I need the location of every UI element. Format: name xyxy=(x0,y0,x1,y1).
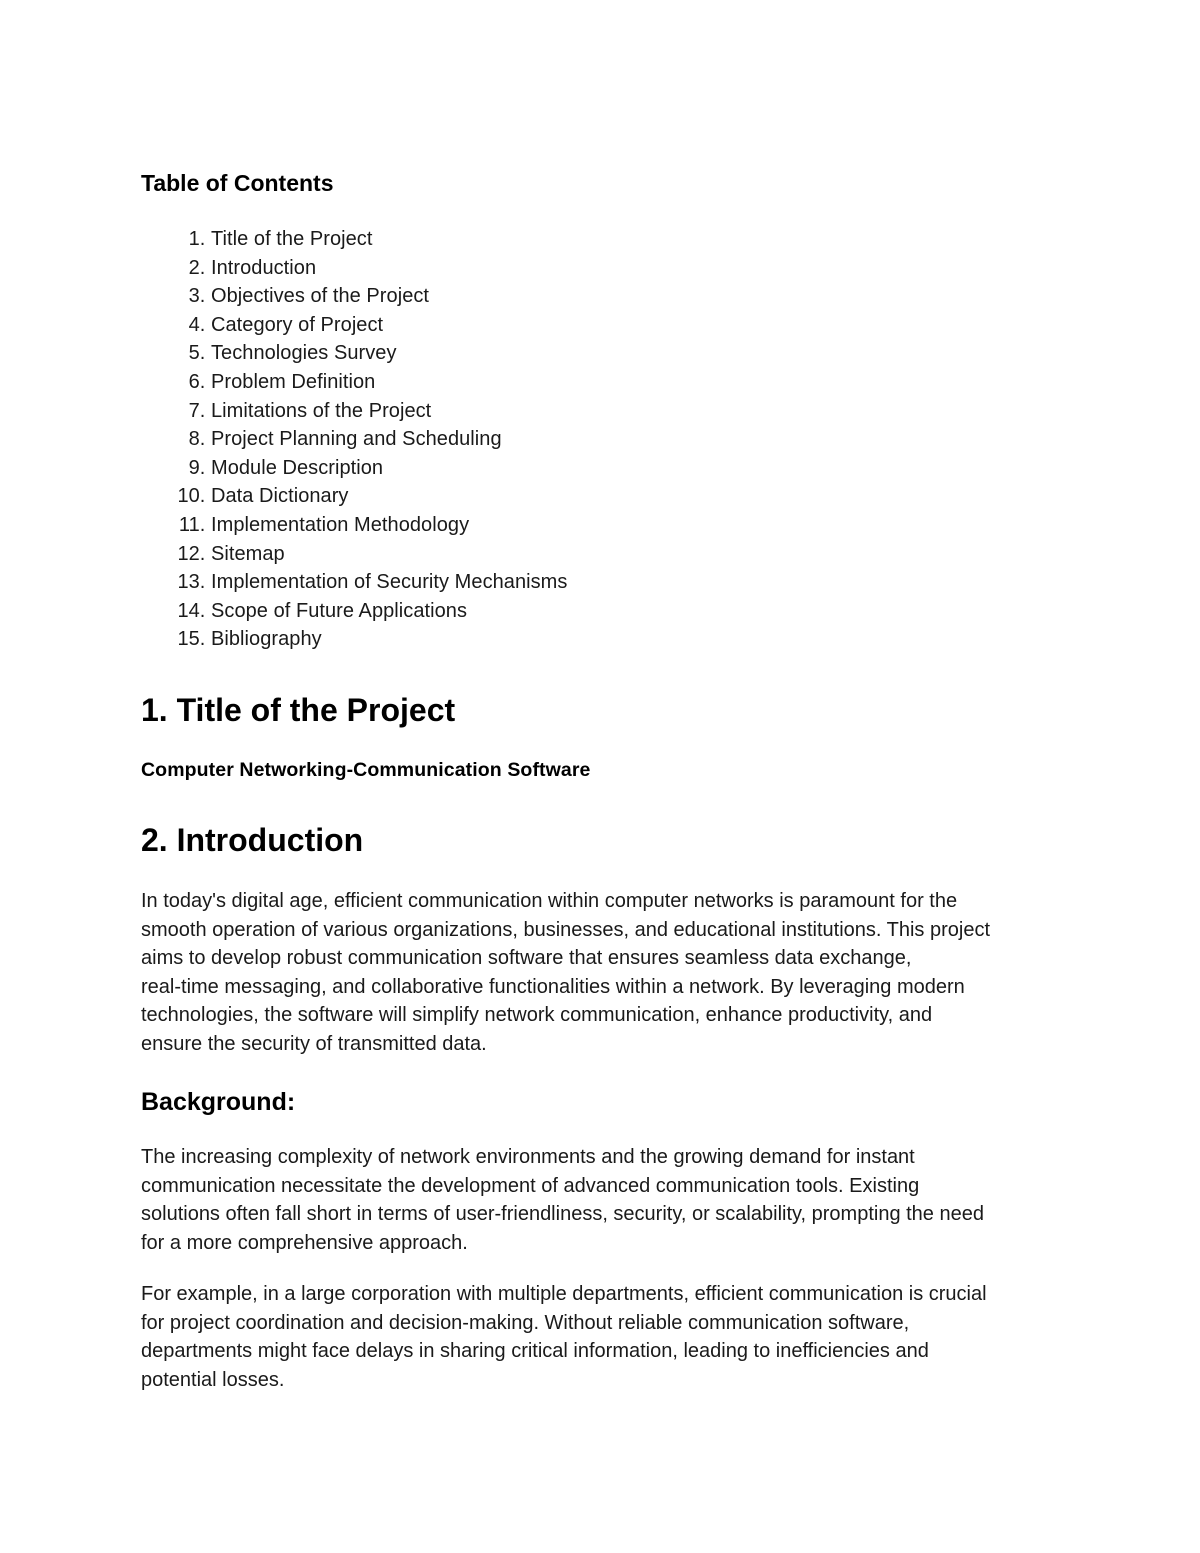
introduction-paragraph xyxy=(141,887,1071,1058)
toc-item-label: Bibliography xyxy=(211,628,322,651)
paragraph-line: For example, in a large corporation with multiple departments, efficient communication is crucial xyxy=(141,1283,987,1305)
section-1-heading: 1. Title of the Project xyxy=(141,692,456,728)
toc-item-number: 12. xyxy=(177,542,211,565)
paragraph-line: real-time messaging, and collaborative functionalities within a network. By leveraging modern xyxy=(141,975,965,998)
toc-item xyxy=(141,597,1071,626)
toc-item xyxy=(141,454,1071,483)
paragraph-line: aims to develop robust communication software that ensures seamless data exchange, xyxy=(141,947,912,969)
toc-item-number: 13. xyxy=(177,571,211,594)
toc-item-number: 4. xyxy=(188,313,211,336)
paragraph-line: In today's digital age, efficient communication within computer networks is paramount for the xyxy=(141,890,958,912)
section-2-heading: 2. Introduction xyxy=(141,822,364,858)
toc-item-number: 3. xyxy=(188,285,211,308)
toc-item xyxy=(141,225,1071,254)
background-paragraph xyxy=(141,1143,1071,1257)
toc-item-label: Project Planning and Scheduling xyxy=(211,428,502,451)
paragraph-line: communication necessitate the development of advanced communication tools. Existing xyxy=(141,1174,920,1197)
toc-item xyxy=(141,311,1071,340)
paragraph-line: potential losses. xyxy=(141,1368,285,1391)
toc-item-number: 7. xyxy=(188,399,211,422)
toc-item-number: 9. xyxy=(188,456,211,479)
toc-item-label: Sitemap xyxy=(211,542,285,565)
toc-item-label: Implementation Methodology xyxy=(211,513,470,536)
toc-item-label: Data Dictionary xyxy=(211,485,349,508)
toc-item-number: 5. xyxy=(188,342,211,365)
toc-item-number: 14. xyxy=(177,599,211,622)
toc-item xyxy=(141,282,1071,311)
toc-item xyxy=(141,425,1071,454)
toc-item-number: 2. xyxy=(188,256,211,279)
background-heading: Background: xyxy=(141,1088,296,1116)
toc-item xyxy=(141,568,1071,597)
toc-item-label: Limitations of the Project xyxy=(211,399,432,422)
toc-item-number: 10. xyxy=(177,485,211,508)
paragraph-line: departments might face delays in sharing critical information, leading to inefficiencies and xyxy=(141,1340,929,1362)
toc-item xyxy=(141,254,1071,283)
toc-item-label: Title of the Project xyxy=(211,228,373,250)
toc-item-label: Objectives of the Project xyxy=(211,285,430,308)
toc-item-number: 8. xyxy=(188,428,211,451)
paragraph-line: for project coordination and decision-making. Without reliable communication software, xyxy=(141,1311,910,1334)
toc-item-label: Problem Definition xyxy=(211,370,376,393)
toc-item-number: 1. xyxy=(188,228,211,250)
paragraph-line: smooth operation of various organizations, businesses, and educational institutions. This project xyxy=(141,918,991,941)
project-title: Computer Networking-Communication Software xyxy=(141,759,591,781)
toc-item xyxy=(141,397,1071,426)
toc-item-number: 15. xyxy=(177,628,211,651)
toc-heading: Table of Contents xyxy=(141,170,334,196)
paragraph-line: ensure the security of transmitted data. xyxy=(141,1032,487,1055)
document-content xyxy=(141,165,1071,1391)
toc-item xyxy=(141,482,1071,511)
toc-item xyxy=(141,540,1071,569)
toc-item xyxy=(141,339,1071,368)
example-paragraph xyxy=(141,1280,1071,1394)
paragraph-line: solutions often fall short in terms of user-friendliness, security, or scalability, prompting the need xyxy=(141,1203,984,1225)
toc-item xyxy=(141,625,1071,654)
toc-item-number: 11. xyxy=(178,513,211,536)
toc-item-label: Technologies Survey xyxy=(211,342,397,365)
paragraph-line: The increasing complexity of network environments and the growing demand for instant xyxy=(141,1146,915,1168)
toc-item-label: Scope of Future Applications xyxy=(211,599,467,622)
toc-item xyxy=(141,368,1071,397)
toc-list xyxy=(141,225,1071,654)
toc-item xyxy=(141,511,1071,540)
paragraph-line: for a more comprehensive approach. xyxy=(141,1231,468,1254)
toc-item-label: Implementation of Security Mechanisms xyxy=(211,571,568,594)
paragraph-line: technologies, the software will simplify network communication, enhance productivity, and xyxy=(141,1004,933,1026)
toc-item-label: Module Description xyxy=(211,456,384,479)
toc-item-number: 6. xyxy=(188,370,211,393)
toc-item-label: Introduction xyxy=(211,256,317,279)
toc-item-label: Category of Project xyxy=(211,313,384,336)
